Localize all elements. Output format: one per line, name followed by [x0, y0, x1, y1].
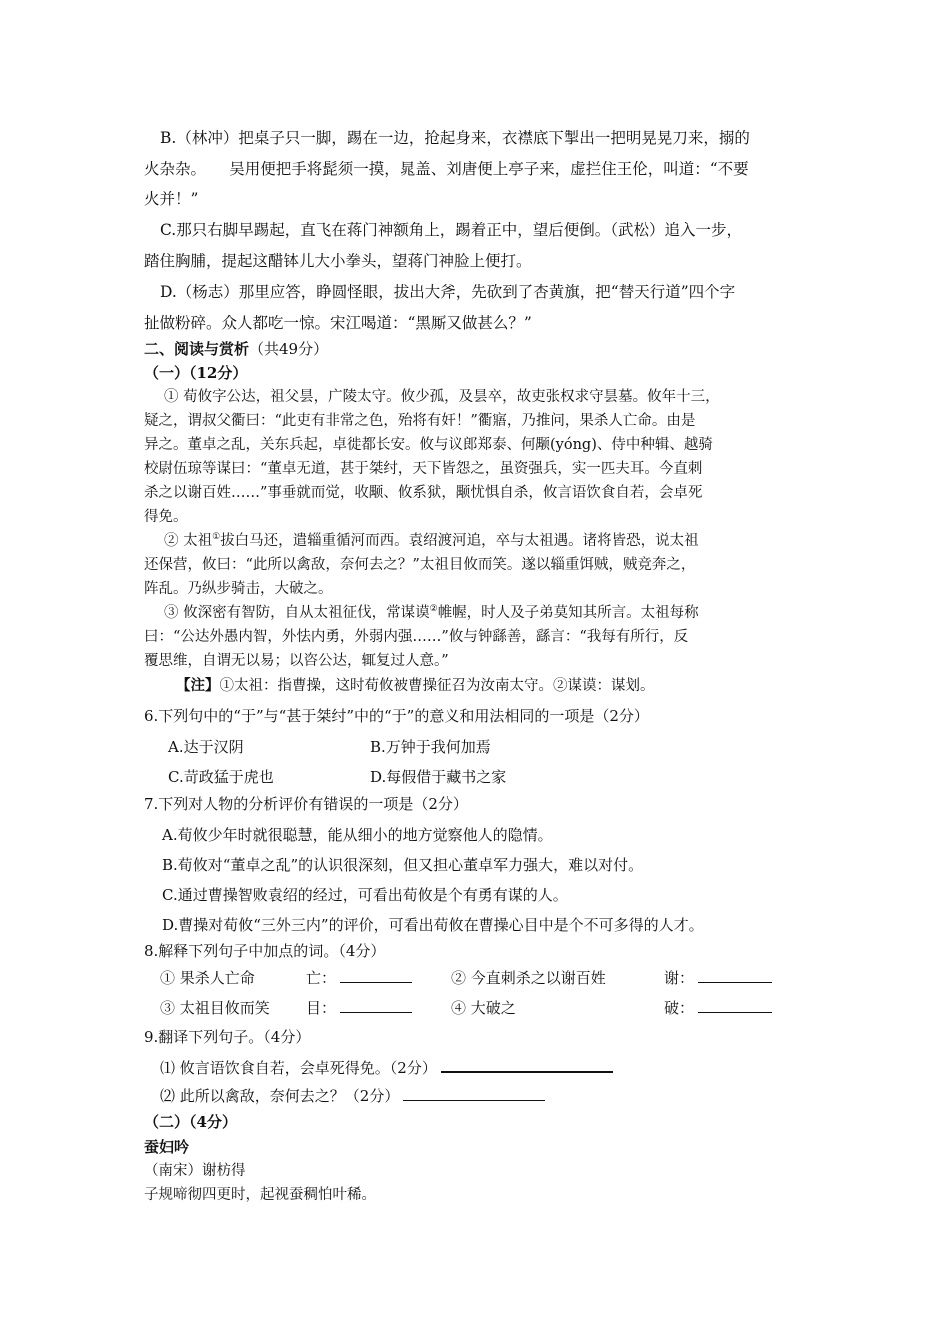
- passage-line: 覆思维，自谓无以易；以咨公达，辄复过人意。”: [144, 653, 449, 669]
- sentence-text: ⑵ 此所以禽敌，奈何去之？（2分）: [160, 1087, 400, 1105]
- passage-line: 校尉伍琼等谋曰：“董卓无道，甚于桀纣，天下皆怨之，虽资强兵，实一匹夫耳。今直刺: [144, 461, 703, 477]
- footnote-marker: ①: [212, 532, 221, 543]
- answer-blank[interactable]: [698, 968, 772, 983]
- question-8-item-2: ② 今直刺杀之以谢百姓: [451, 969, 606, 987]
- answer-blank[interactable]: [340, 998, 412, 1013]
- answer-blank[interactable]: [403, 1086, 545, 1101]
- question-6-option-c: C.苛政猛于虎也: [168, 768, 274, 786]
- passage-text: 拔白马还，遣辎重循河而西。袁绍渡河追，卒与太祖遇。诸将皆恐，说太祖: [220, 533, 699, 549]
- question-7-option-d: D.曹操对荀攸“三外三内”的评价，可看出荀攸在曹操心目中是个不可多得的人才。: [162, 916, 704, 934]
- question-9-sentence-1: [160, 1057, 613, 1078]
- word-label: 亡：: [306, 969, 337, 987]
- option-d-line-1: D.（杨志）那里应答，睁圆怪眼，拔出大斧，先砍到了杏黄旗，把“替天行道”四个字: [160, 283, 736, 301]
- poem-line-1: 子规啼彻四更时，起视蚕稠怕叶稀。: [144, 1187, 376, 1203]
- option-b-line-2: 火杂杂。 吴用便把手将髭须一摸，晁盖、刘唐便上亭子来，虚拦住王伦，叫道：“不要: [144, 160, 749, 178]
- footnote-label: 【注】: [176, 677, 220, 694]
- section-title: 二、阅读与赏析: [144, 340, 250, 358]
- question-7-option-c: C.通过曹操智败袁绍的经过，可看出荀攸是个有勇有谋的人。: [162, 886, 568, 904]
- question-7-option-a: A.荀攸少年时就很聪慧，能从细小的地方觉察他人的隐情。: [162, 826, 553, 844]
- sentence-text: ⑴ 攸言语饮食自若，会卓死得免。（2分）: [160, 1059, 437, 1077]
- section-heading: [144, 339, 328, 359]
- passage-line: 还保营，攸曰：“此所以禽敌，奈何去之？”太祖目攸而笑。遂以辎重饵贼，贼竞奔之，: [144, 557, 696, 573]
- passage-line: [164, 531, 699, 551]
- word-label: 谢：: [664, 969, 695, 987]
- option-b-line-1: B.（林冲）把桌子只一脚，踢在一边，抢起身来，衣襟底下掣出一把明晃晃刀来，搦的: [160, 129, 750, 147]
- option-c-line-1: C.那只右脚早踢起，直飞在蒋门神额角上，踢着正中，望后便倒。（武松）追入一步，: [160, 221, 742, 239]
- footnote: [176, 676, 655, 696]
- question-8-answer-2[interactable]: [664, 968, 772, 988]
- footnote-marker: ②: [429, 604, 438, 615]
- passage-line: 异之。董卓之乱，关东兵起，卓徙都长安。攸与议郎郑泰、何颙(yóng)、侍中种辑、越骑: [144, 437, 713, 453]
- question-8-item-1: ① 果杀人亡命: [160, 969, 255, 987]
- passage-text: ② 太祖: [164, 533, 213, 549]
- question-8-item-3: ③ 太祖目攸而笑: [160, 999, 270, 1017]
- word-label: 破：: [664, 999, 695, 1017]
- option-d-line-2: 扯做粉碎。众人都吃一惊。宋江喝道：“黑厮又做甚么？”: [144, 314, 532, 332]
- answer-blank[interactable]: [698, 998, 772, 1013]
- question-7-option-b: B.荀攸对“董卓之乱”的认识很深刻，但又担心董卓军力强大，难以对付。: [162, 856, 644, 874]
- question-9-stem: 9.翻译下列句子。（4分）: [144, 1028, 311, 1046]
- question-8-answer-4[interactable]: [664, 998, 772, 1018]
- question-6-option-b: B.万钟于我何加焉: [370, 738, 491, 756]
- part-one-label: （一）（12分）: [144, 364, 248, 382]
- question-9-sentence-2: [160, 1086, 545, 1106]
- poem-author: （南宋）谢枋得: [144, 1163, 246, 1179]
- passage-line: 疑之，谓叔父衢曰：“此吏有非常之色，殆将有奸！”衢寤，乃推问，果杀人亡命。由是: [144, 413, 696, 429]
- question-8-answer-1[interactable]: [306, 968, 412, 988]
- footnote-text: ①太祖：指曹操，这时荀攸被曹操征召为汝南太守。②谋谟：谋划。: [219, 678, 655, 694]
- passage-line: 阵乱。乃纵步骑击，大破之。: [144, 581, 333, 597]
- section-score: （共49分）: [249, 340, 329, 358]
- question-6-option-d: D.每假借于藏书之家: [370, 768, 507, 786]
- question-6-option-a: A.达于汉阴: [168, 738, 244, 756]
- passage-line: 得免。: [144, 509, 188, 525]
- question-7-stem: 7.下列对人物的分析评价有错误的一项是（2分）: [144, 795, 468, 813]
- question-6-stem: 6.下列句中的“于”与“甚于桀纣”中的“于”的意义和用法相同的一项是（2分）: [144, 707, 649, 725]
- passage-line: ① 荀攸字公达，祖父昙，广陵太守。攸少孤，及昙卒，故吏张权求守昙墓。攸年十三，: [164, 389, 720, 405]
- question-8-stem: 8.解释下列句子中加点的词。（4分）: [144, 942, 386, 960]
- passage-line: [164, 603, 699, 623]
- passage-text: ③ 攸深密有智防，自从太祖征伐，常谋谟: [164, 605, 430, 621]
- word-label: 目：: [306, 999, 337, 1017]
- part-two-label: （二）（4分）: [144, 1113, 237, 1131]
- poem-title: 蚕妇吟: [144, 1138, 190, 1156]
- question-8-answer-3[interactable]: [306, 998, 412, 1018]
- question-8-item-4: ④ 大破之: [451, 999, 516, 1017]
- option-c-line-2: 踏住胸脯，提起这醋钵儿大小拳头，望蒋门神脸上便打。: [144, 252, 532, 270]
- answer-blank[interactable]: [340, 968, 412, 983]
- option-b-line-3: 火并！”: [144, 190, 199, 208]
- passage-line: 杀之以谢百姓……”事垂就而觉，收颙、攸系狱，颙忧惧自杀，攸言语饮食自若，会卓死: [144, 485, 703, 501]
- answer-blank[interactable]: [441, 1057, 613, 1073]
- passage-text: 帷幄，时人及子弟莫知其所言。太祖每称: [437, 605, 699, 621]
- passage-line: 曰：“公达外愚内智，外怯内勇，外弱内强……”攸与钟繇善，繇言：“我每有所行，反: [144, 629, 689, 645]
